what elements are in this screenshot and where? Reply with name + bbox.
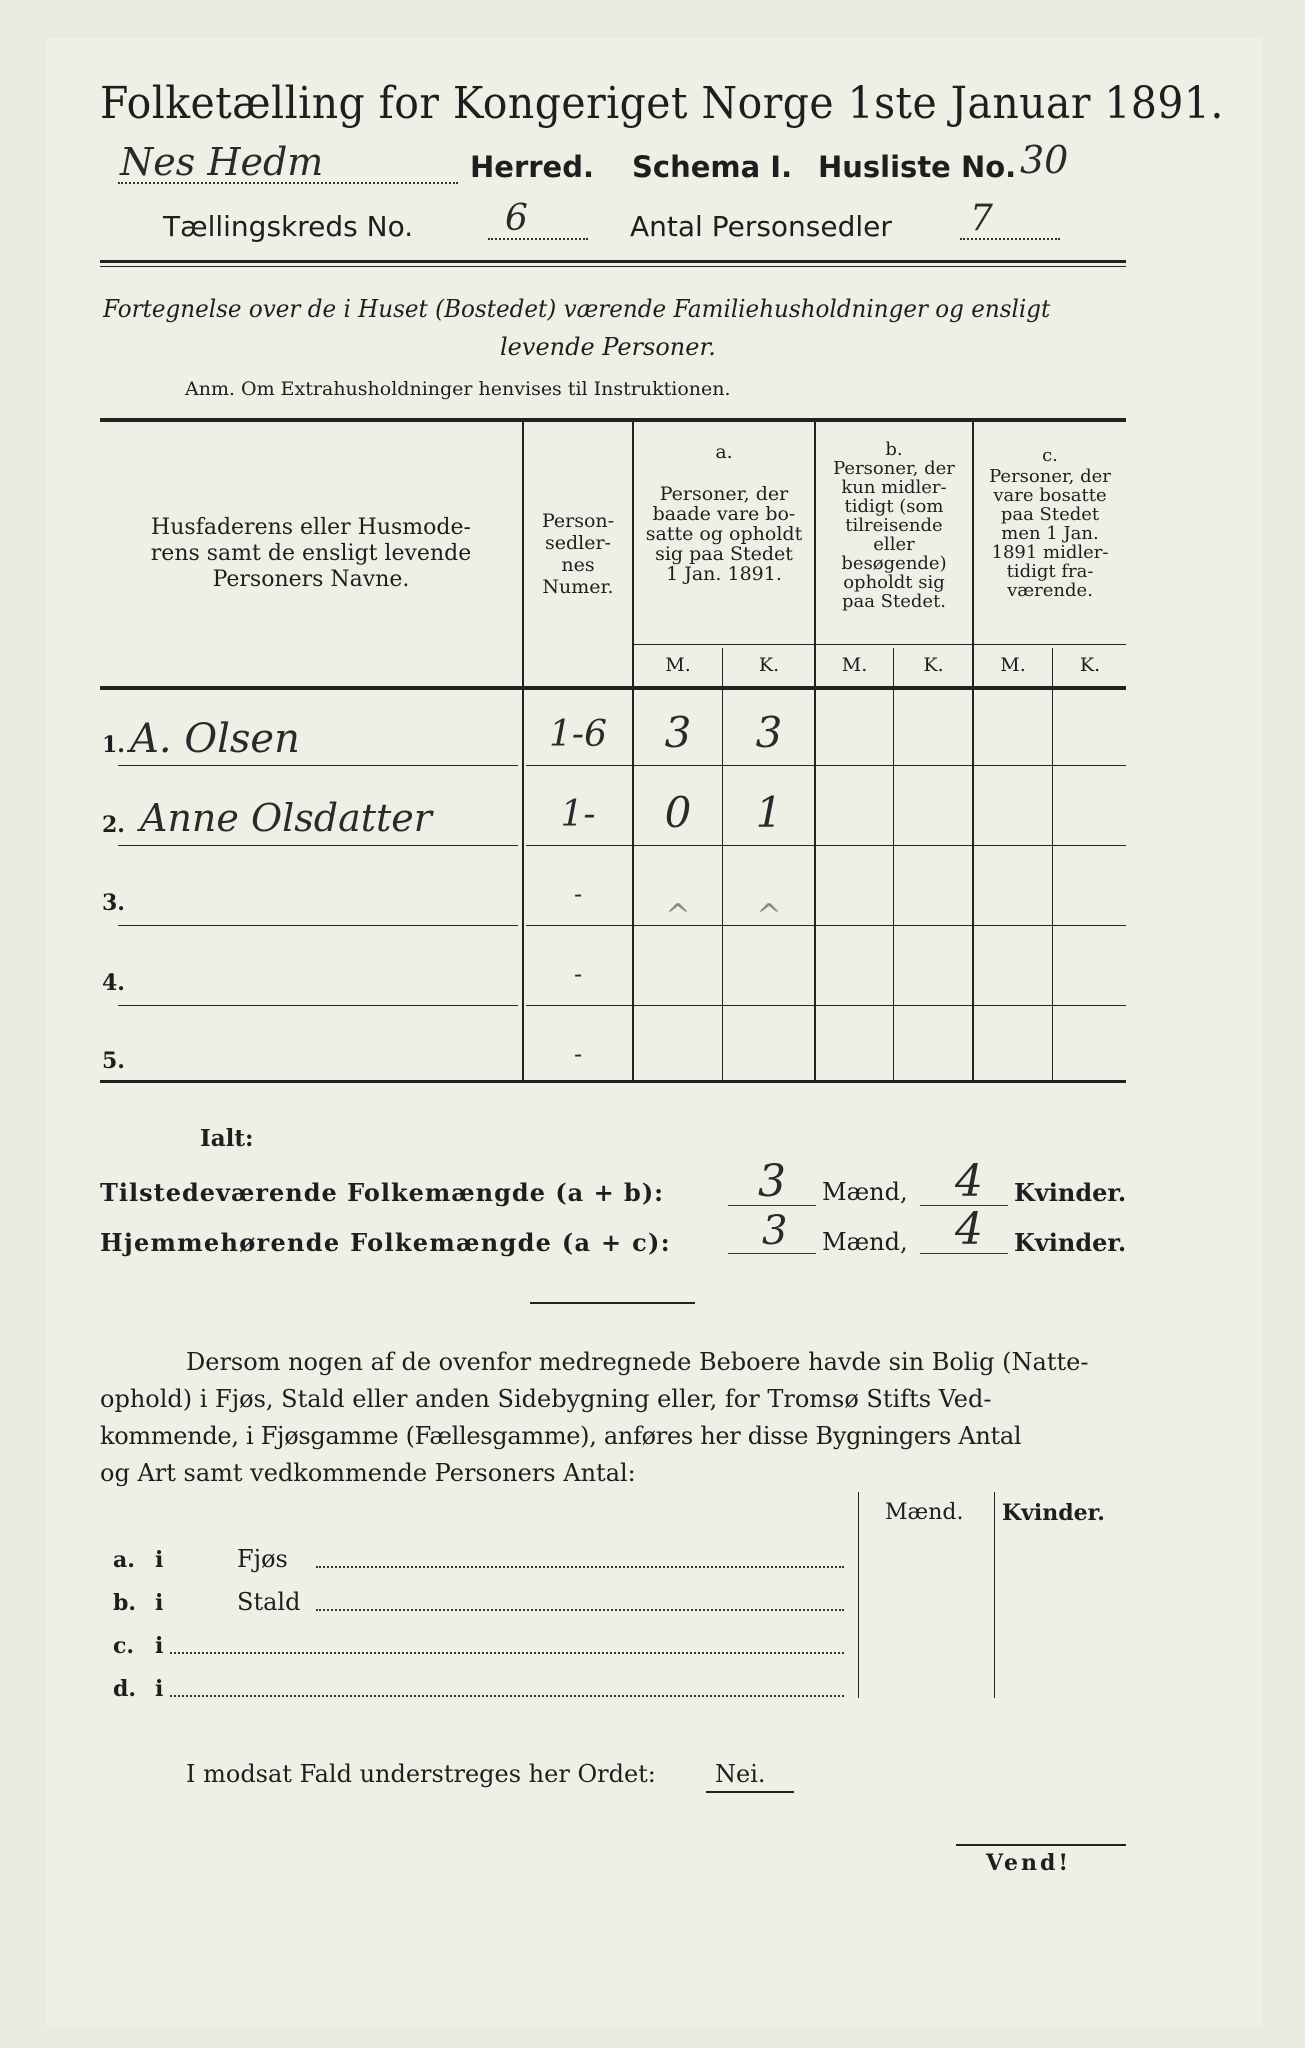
header-a-line: satte og opholdt [645, 523, 803, 545]
row-a-k: 1 [755, 788, 783, 837]
personsedler-value: 7 [970, 198, 993, 239]
row-a-m: ^ [665, 898, 691, 933]
header-number [524, 510, 632, 598]
krets-dotline [488, 238, 588, 240]
header-b-line: tidigt (som [844, 496, 944, 517]
building-letter: c. [113, 1633, 135, 1659]
vend-text: Vend! [986, 1850, 1072, 1876]
header-number-line: sedler- [545, 532, 611, 554]
short-divider [530, 1302, 695, 1304]
row-line-1b [526, 765, 1126, 766]
header-a-line: sig paa Stedet [655, 543, 793, 565]
building-dotline [316, 1566, 844, 1568]
building-i: i [155, 1633, 164, 1659]
header-rule [100, 260, 1126, 263]
row-line-3 [118, 925, 518, 926]
husliste-value: 30 [1020, 138, 1069, 182]
total-resident-maend: Mænd, [822, 1228, 908, 1256]
col-line-c-mk [1052, 648, 1053, 1080]
row-line-1 [118, 765, 518, 766]
col-line-a-mk [722, 648, 723, 1080]
paragraph-line-3: kommende, i Fjøsgamme (Fællesgamme), anføres her disse Bygningers Antal [100, 1422, 1022, 1450]
header-a-m: M. [665, 654, 691, 676]
header-b-line: tilreisende [845, 515, 943, 536]
total-present-k: 4 [955, 1156, 983, 1207]
building-kvinder-header: Kvinder. [1002, 1500, 1105, 1526]
row-line-3b [526, 925, 1126, 926]
header-c-line: men 1 Jan. [1001, 523, 1099, 544]
header-b-line: paa Stedet. [841, 591, 947, 612]
header-number-line: Person- [541, 510, 615, 532]
total-present-kvinder: Kvinder. [1014, 1178, 1127, 1207]
row-person-number: 1- [560, 794, 596, 835]
total-resident-label: Hjemmehørende Folkemængde (a + c): [100, 1228, 671, 1257]
building-col-line-2 [994, 1492, 995, 1698]
row-a-m: 3 [664, 708, 692, 757]
row-name: A. Olsen [130, 716, 300, 762]
row-line-4b [526, 1005, 1126, 1006]
header-number-line: Numer. [542, 576, 614, 598]
header-b-k: K. [923, 654, 944, 676]
row-person-number: 1-6 [549, 714, 607, 755]
row-name: Anne Olsdatter [140, 796, 432, 840]
header-b-line: eller [873, 534, 915, 555]
row-number: 5. [102, 1048, 125, 1074]
header-c-line: Personer, der [989, 466, 1111, 487]
building-maend-header: Mænd. [885, 1500, 964, 1525]
building-dotline [170, 1652, 844, 1654]
building-i: i [155, 1547, 164, 1573]
header-a-line: 1 Jan. 1891. [666, 563, 782, 585]
herred-label: Herred. [470, 150, 594, 184]
header-a-k: K. [758, 654, 780, 676]
header-b-m: M. [841, 654, 868, 676]
personsedler-label: Antal Personsedler [630, 210, 892, 243]
herred-value: Nes Hedm [120, 140, 324, 184]
header-c-line: tidigt fra- [1006, 561, 1094, 582]
header-c-line: vare bosatte [993, 485, 1107, 506]
row-number: 2. [102, 812, 125, 838]
row-a-k: 3 [755, 708, 783, 757]
total-resident-kvinder: Kvinder. [1014, 1228, 1127, 1257]
header-names-line: Personers Navne. [212, 567, 410, 592]
header-c-k: K. [1079, 654, 1101, 676]
header-b-line: Personer, der [833, 458, 955, 479]
row-person-number: - [573, 960, 583, 988]
building-col-line-1 [858, 1492, 859, 1698]
building-i: i [155, 1676, 164, 1702]
building-letter: a. [113, 1547, 135, 1573]
building-label: Stald [237, 1588, 301, 1616]
building-dotline [316, 1609, 844, 1611]
row-a-m: 0 [664, 788, 692, 837]
header-b-letter: b. [885, 439, 903, 460]
header-c-m: M. [1000, 654, 1026, 676]
total-present-m: 3 [758, 1156, 786, 1207]
herred-dotline [118, 182, 458, 184]
header-c [974, 446, 1126, 600]
header-rule-thin [100, 266, 1126, 267]
row-line-4 [118, 1005, 518, 1006]
header-b-line: opholdt sig [843, 572, 945, 593]
total-resident-k-line [920, 1253, 1008, 1254]
header-b-line: kun midler- [841, 477, 947, 498]
building-label: Fjøs [237, 1545, 288, 1573]
paragraph-line-4: og Art samt vedkommende Personers Antal: [100, 1459, 636, 1487]
total-resident-m: 3 [762, 1208, 788, 1254]
table-bottom-rule [100, 1080, 1126, 1083]
row-person-number: - [573, 880, 583, 908]
husliste-label: Husliste No. [818, 150, 1017, 184]
schema-label: Schema I. [632, 150, 793, 184]
nei-word: Nei. [715, 1760, 766, 1788]
header-b-line: besøgende) [841, 553, 947, 574]
total-resident-m-line [728, 1253, 816, 1254]
building-i: i [155, 1590, 164, 1616]
nei-underline [706, 1791, 794, 1793]
anm-note: Anm. Om Extrahusholdninger henvises til Instruktionen. [185, 378, 731, 400]
col-line-b-mk [893, 648, 894, 1080]
row-number: 4. [102, 970, 125, 996]
building-dotline [170, 1695, 844, 1697]
total-present-label: Tilstedeværende Folkemængde (a + b): [100, 1178, 665, 1207]
header-c-letter: c. [1042, 445, 1058, 466]
row-person-number: - [573, 1040, 583, 1068]
ialt-label: Ialt: [200, 1125, 254, 1152]
header-names [104, 515, 518, 593]
header-names-line: Husfaderens eller Husmode- [151, 515, 471, 540]
form-title: Folketælling for Kongeriget Norge 1ste Januar 1891. [100, 78, 1224, 129]
krets-value: 6 [505, 198, 528, 239]
row-number: 3. [102, 890, 125, 916]
row-line-2 [118, 845, 518, 846]
header-a-letter: a. [715, 441, 733, 463]
header-c-line: paa Stedet [1000, 504, 1100, 525]
header-a-line: baade vare bo- [652, 503, 796, 525]
header-a-line: Personer, der [659, 483, 789, 505]
mk-rule [632, 644, 1126, 645]
row-a-k: ^ [756, 898, 782, 933]
total-present-maend: Mænd, [822, 1178, 908, 1206]
modsat-text: I modsat Fald understreges her Ordet: [186, 1760, 656, 1788]
intro-line-2: levende Personer. [500, 333, 716, 361]
header-a [634, 442, 814, 584]
personsedler-dotline [960, 238, 1060, 240]
header-c-line: værende. [1007, 580, 1093, 601]
row-line-2b [526, 845, 1126, 846]
vend-rule [956, 1844, 1126, 1846]
intro-line-1: Fortegnelse over de i Huset (Bostedet) værende Familiehusholdninger og ensligt [103, 295, 1051, 323]
paragraph-line-1: Dersom nogen af de ovenfor medregnede Beboere havde sin Bolig (Natte- [186, 1348, 1089, 1376]
header-b [816, 440, 972, 611]
header-names-line: rens samt de ensligt levende [150, 541, 472, 566]
row-number: 1. [102, 732, 125, 758]
building-letter: d. [113, 1676, 137, 1702]
total-resident-k: 4 [955, 1204, 983, 1255]
header-number-line: nes [561, 554, 595, 576]
header-c-line: 1891 midler- [991, 542, 1109, 563]
total-present-m-line [728, 1205, 816, 1206]
paragraph-line-2: ophold) i Fjøs, Stald eller anden Sidebygning eller, for Tromsø Stifts Ved- [100, 1385, 992, 1413]
building-letter: b. [113, 1590, 137, 1616]
krets-label: Tællingskreds No. [163, 210, 414, 243]
